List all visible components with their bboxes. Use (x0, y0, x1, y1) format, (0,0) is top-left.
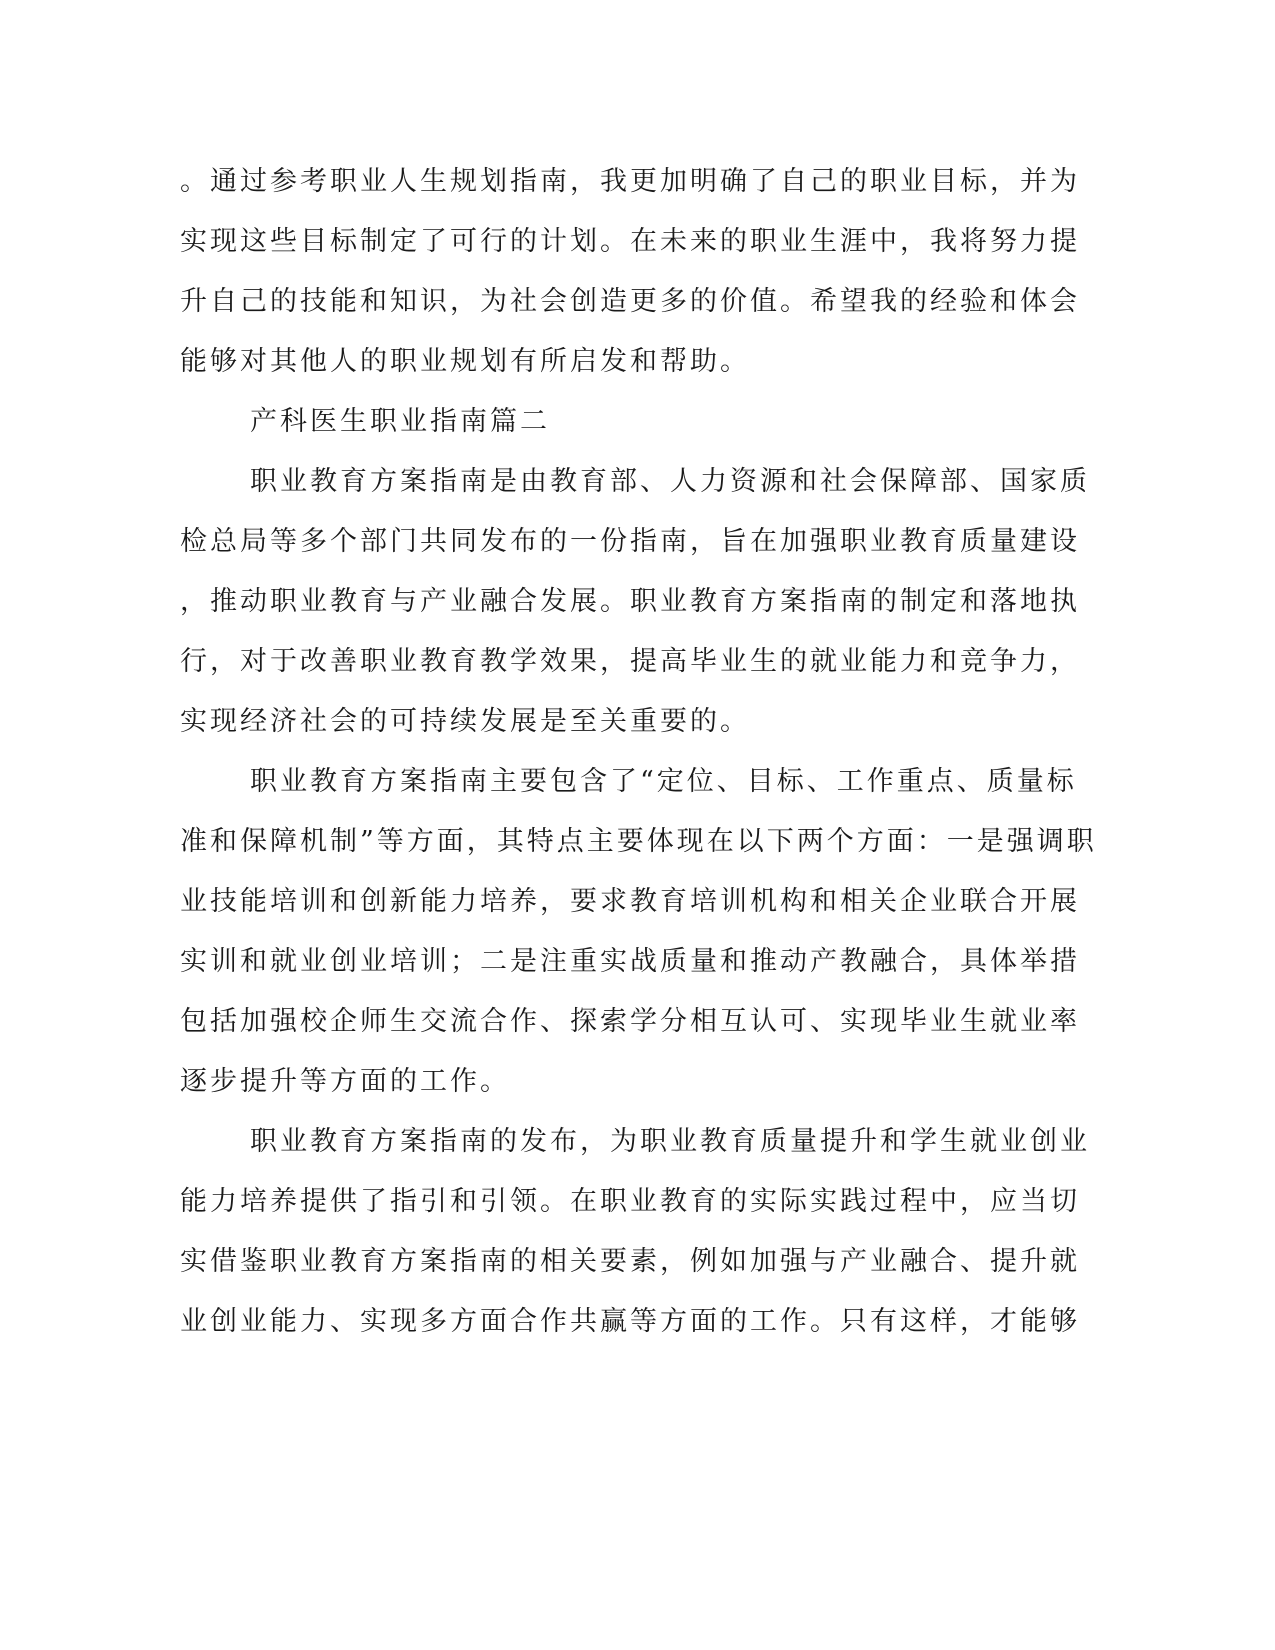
text-line: 业创业能力、实现多方面合作共赢等方面的工作。只有这样，才能够 (180, 1306, 1080, 1337)
text-line: 能够对其他人的职业规划有所启发和帮助。 (180, 346, 750, 377)
text-line: 行，对于改善职业教育教学效果，提高毕业生的就业能力和竞争力， (180, 646, 1080, 677)
section-heading: 产科医生职业指南篇二 (250, 406, 550, 437)
text-line: 升自己的技能和知识，为社会创造更多的价值。希望我的经验和体会 (180, 286, 1080, 317)
text-line: 业技能培训和创新能力培养，要求教育培训机构和相关企业联合开展 (180, 886, 1080, 917)
text-line: 逐步提升等方面的工作。 (180, 1066, 510, 1097)
text-line: 能力培养提供了指引和引领。在职业教育的实际实践过程中，应当切 (180, 1186, 1080, 1217)
text-line: 包括加强校企师生交流合作、探索学分相互认可、实现毕业生就业率 (180, 1006, 1080, 1037)
text-line: ，推动职业教育与产业融合发展。职业教育方案指南的制定和落地执 (180, 586, 1080, 617)
text-line: 职业教育方案指南主要包含了“定位、目标、工作重点、质量标 (250, 766, 1077, 797)
text-line: 职业教育方案指南的发布，为职业教育质量提升和学生就业创业 (250, 1126, 1090, 1157)
text-line: 实现这些目标制定了可行的计划。在未来的职业生涯中，我将努力提 (180, 226, 1080, 257)
text-line: 实借鉴职业教育方案指南的相关要素，例如加强与产业融合、提升就 (180, 1246, 1080, 1277)
text-line: 实训和就业创业培训；二是注重实战质量和推动产教融合，具体举措 (180, 946, 1080, 977)
text-line: 检总局等多个部门共同发布的一份指南，旨在加强职业教育质量建设 (180, 526, 1080, 557)
text-line: 实现经济社会的可持续发展是至关重要的。 (180, 706, 750, 737)
text-line: 准和保障机制”等方面，其特点主要体现在以下两个方面：一是强调职 (180, 826, 1097, 857)
text-line: 。通过参考职业人生规划指南，我更加明确了自己的职业目标，并为 (180, 166, 1080, 197)
text-line: 职业教育方案指南是由教育部、人力资源和社会保障部、国家质 (250, 466, 1090, 497)
